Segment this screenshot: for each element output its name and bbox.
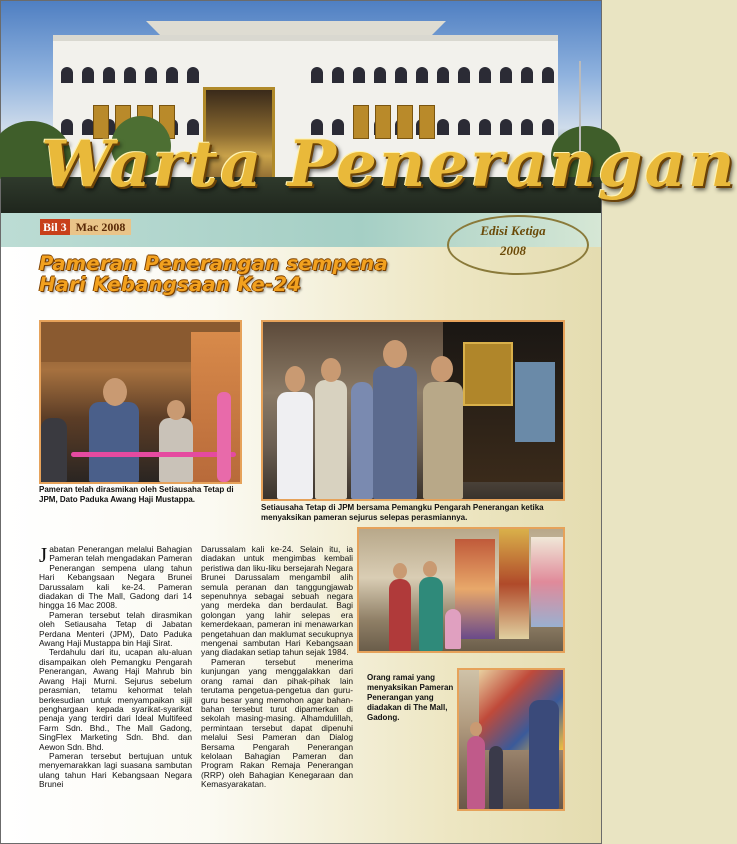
article-paragraph: Pameran tersebut telah dirasmikan oleh Setiausaha Tetap di Jabatan Perdana Menteri (JPM), Dato Paduka Awang Haji Mustappa bin Haji Sirat. xyxy=(39,609,192,649)
exhibit-tour-photo xyxy=(261,320,565,501)
article-paragraph: Darussalam kali ke-24. Selain itu, ia diadakan untuk mengimbas kembali peristiwa dan liku-liku bersejarah Negara Brunei Darussalam mengambil alih semula peranan dan tanggungjawab sepenuhnya sebagai sebuah negara yang merdeka dan berdaulat. Bagi golongan yang lahir selepas era kemerdekaan, pameran ini menawarkan pengetahuan dan maklumat secukupnya mengenai sambutan Hari Kebangsaan yang diadakan setiap tahun sejak 1984. xyxy=(201,544,353,658)
headline-line-1: Pameran Penerangan sempena xyxy=(39,252,388,275)
article-paragraph: Jabatan Penerangan melalui Bahagian Pameran telah mengadakan Pameran Penerangan sempena ulang tahun Hari Kebangsaan Negara Brunei Darussalam kali ke-24. Pameran diadakan di The Mall, Gadong dari 14 hingga 16 Mac 2008. xyxy=(39,543,192,611)
masthead-photo xyxy=(1,1,737,213)
issue-date: Mac 2008 xyxy=(70,219,132,235)
article-paragraph: Pameran tersebut menerima kunjungan yang menggalakkan dari orang ramai dan pihak-pihak lain terutama pengetua-pengetua dan guru-guru besar yang memohon agar bahan-bahan tersebut turut dipamerkan di sekolah masing-masing. Alhamdulillah, permintaan tersebut dapat dipenuhi melalui Sesi Pameran dan Dialog Bersama Pengarah Penerangan kelolaan Bahagian Pameran dan Program Rakan Remaja Penerangan (RRP) oleh Bahagian Kenegaraan dan Kemasyarakatan. xyxy=(201,656,353,790)
ribbon-cutting-caption: Pameran telah dirasmikan oleh Setiausaha Tetap di JPM, Dato Paduka Awang Haji Mustappa. xyxy=(39,485,234,504)
headline-line-2: Hari Kebangsaan Ke-24 xyxy=(39,273,302,296)
article-column-1 xyxy=(39,545,192,790)
article-headline xyxy=(39,253,439,295)
window-row xyxy=(61,67,199,83)
public-viewing-photo xyxy=(357,527,565,653)
article-paragraph: Terdahulu dari itu, ucapan alu-aluan disampaikan oleh Pemangku Pengarah Penerangan, Awang Haji Mahrub bin Awang Haji Murni. Sejurus sebelum perasmian, tetamu kehormat telah berkesudian untuk menyampaikan sijil penghargaan kepada syarikat-syarikat penaja yang terdiri dari Ideal Multifeed Farm Sdn. Bhd., The Mall Gadong, SingFlex Marketing Sdn. Bhd. dan Aewon Sdn. Bhd. xyxy=(39,647,192,752)
edition-name: Edisi Ketiga xyxy=(480,223,546,238)
edition-label xyxy=(453,221,573,265)
ribbon-cutting-photo xyxy=(39,320,242,484)
window-row xyxy=(311,67,554,83)
article-paragraph: Pameran tersebut bertujuan untuk menyemarakkan lagi suasana sambutan ulang tahun Hari Kebangsaan Negara Brunei xyxy=(39,750,192,790)
drop-cap: J xyxy=(39,543,48,567)
edition-year: 2008 xyxy=(500,243,526,258)
issue-number: Bil 3 xyxy=(40,219,70,235)
masthead-title: Warta Penerangan xyxy=(41,127,737,202)
issue-label xyxy=(40,219,131,235)
public-viewing-caption: Orang ramai yang menyaksikan Pameran Penerangan yang diadakan di The Mall, Gadong. xyxy=(367,673,454,722)
exhibit-visitors-photo xyxy=(457,668,565,811)
article-column-2 xyxy=(201,545,353,790)
exhibit-tour-caption: Setiausaha Tetap di JPM bersama Pemangku Pengarah Penerangan ketika menyaksikan pameran sejurus selepas perasmiannya. xyxy=(261,503,544,522)
